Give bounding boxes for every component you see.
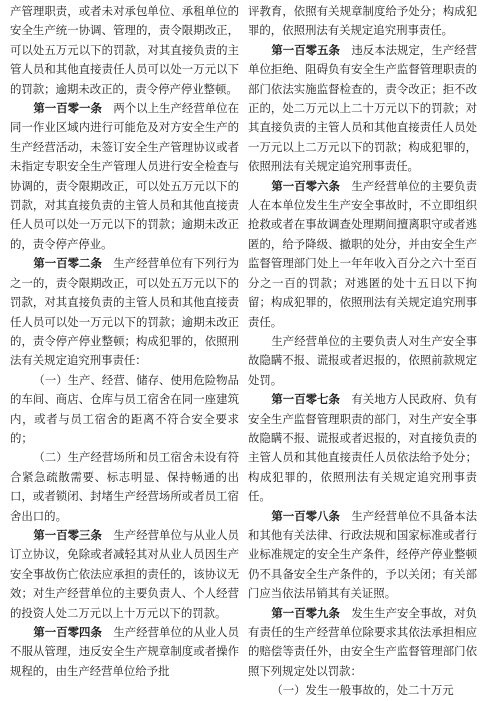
paragraph [248, 681, 477, 700]
article-number: 第一百零九条 [271, 605, 340, 620]
paragraph-text: 有关地方人民政府、负有安全生产监督管理职责的部门，对生产安全事故隐瞒不报、谎报或者迟报的，对直接负责的主管人员和其他直接责任人员依法给予处分；构成犯罪的，依照刑法有关规定追究刑事责任。 [248, 392, 477, 504]
paragraph-text: 生产经营单位不具备本法和其他有关法律、行政法规和国家标准或者行业标准规定的安全生产条件，经停产停业整顿仍不具备安全生产条件的，予以关闭；有关部门应当依法吊销其有关证照。 [248, 508, 477, 601]
paragraph-text: （一）生产、经营、储存、使用危险物品的车间、商店、仓库与员工宿舍在同一座建筑内，或者与员工宿舍的距离不符合安全要求的； [10, 372, 239, 445]
paragraph [10, 623, 239, 681]
paragraph [248, 332, 477, 390]
paragraph-text: 生产经营单位的从业人员不服从管理，违反安全生产规章制度或者操作规程的，由生产经营单位给予批 [10, 625, 239, 678]
article-number: 第一百零五条 [271, 42, 340, 57]
paragraph [248, 507, 477, 604]
paragraph [10, 371, 239, 449]
article-number: 第一百零四条 [33, 625, 102, 639]
paragraph-text: 发生生产安全事故，对负有责任的生产经营单位除要求其依法承担相应的赔偿等责任外，由安全生产监督管理部门依照下列规定处以罚款： [248, 605, 477, 678]
paragraph-text: （一）发生一般事故的，处二十万元 [271, 683, 454, 698]
paragraph-text: 生产经营单位的主要负责人对生产安全事故隐瞒不报、谎报或者迟报的，依照前款规定处罚。 [248, 333, 477, 387]
paragraph [248, 41, 477, 177]
paragraph [248, 177, 477, 332]
paragraph-text: （二）生产经营场所和员工宿舍未设有符合紧急疏散需要、标志明显、保持畅通的出口，或者锁闭、封堵生产经营场所或者员工宿舍出口的。 [10, 450, 239, 523]
paragraph [10, 526, 239, 623]
paragraph-text: 产管理职责，或者未对承包单位、承租单位的安全生产统一协调、管理的，责令限期改正，可以处五万元以下的罚款，对其直接负责的主管人员和其他直接责任人员可以处一万元以下的罚款；逾期未改正的，责令停产停业整顿。 [10, 4, 239, 96]
right-column [248, 2, 477, 701]
left-column [10, 2, 239, 701]
article-number: 第一百零三条 [33, 527, 102, 542]
paragraph [10, 99, 239, 254]
paragraph-text: 评教育，依照有关规章制度给予处分；构成犯罪的，依照刑法有关规定追究刑事责任。 [248, 4, 477, 38]
paragraph-text: 生产经营单位有下列行为之一的，责令限期改正，可以处五万元以下的罚款，对其直接负责的主管人员和其他直接责任人员可以处一万元以下的罚款；逾期未改正的，责令停产停业整顿；构成犯罪的，依照刑法有关规定追究刑事责任： [10, 256, 239, 368]
paragraph-text: 两个以上生产经营单位在同一作业区域内进行可能危及对方安全生产的生产经营活动，未签订安全生产管理协议或者未指定专职安全生产管理人员进行安全检查与协调的，责令限期改正，可以处五万元以下的罚款，对其直接负责的主管人员和其他直接责任人员可以处一万元以下的罚款；逾期未改正的，责令停产停业。 [10, 101, 239, 251]
article-number: 第一百零七条 [271, 392, 340, 407]
article-number: 第一百零八条 [271, 508, 340, 523]
article-number: 第一百零一条 [33, 101, 102, 116]
paragraph [10, 2, 239, 99]
paragraph [248, 2, 477, 41]
paragraph-text: 生产经营单位与从业人员订立协议，免除或者减轻其对从业人员因生产安全事故伤亡依法应承担的责任的，该协议无效；对生产经营单位的主要负责人、个人经营的投资人处二万元以上十万元以下的罚款。 [10, 527, 239, 620]
paragraph-text: 违反本法规定，生产经营单位拒绝、阻碍负有安全生产监督管理职责的部门依法实施监督检查的，责令改正；拒不改正的，处二万元以上二十万元以下的罚款；对其直接负责的主管人员和其他直接责任人员处一万元以上二万元以下的罚款；构成犯罪的，依照刑法有关规定追究刑事责任。 [248, 42, 477, 174]
paragraph-text: 生产经营单位的主要负责人在本单位发生生产安全事故时，不立即组织抢救或者在事故调查处理期间擅离职守或者逃匿的，给予降级、撤职的处分，并由安全生产监督管理部门处上一年年收入百分之六十至百分之一百的罚款；对逃匿的处十五日以下拘留；构成犯罪的，依照刑法有关规定追究刑事责任。 [248, 178, 477, 329]
article-number: 第一百零二条 [33, 256, 102, 271]
paragraph [10, 254, 239, 370]
paragraph [248, 604, 477, 682]
paragraph [10, 448, 239, 526]
article-number: 第一百零六条 [271, 178, 340, 193]
paragraph [248, 390, 477, 506]
